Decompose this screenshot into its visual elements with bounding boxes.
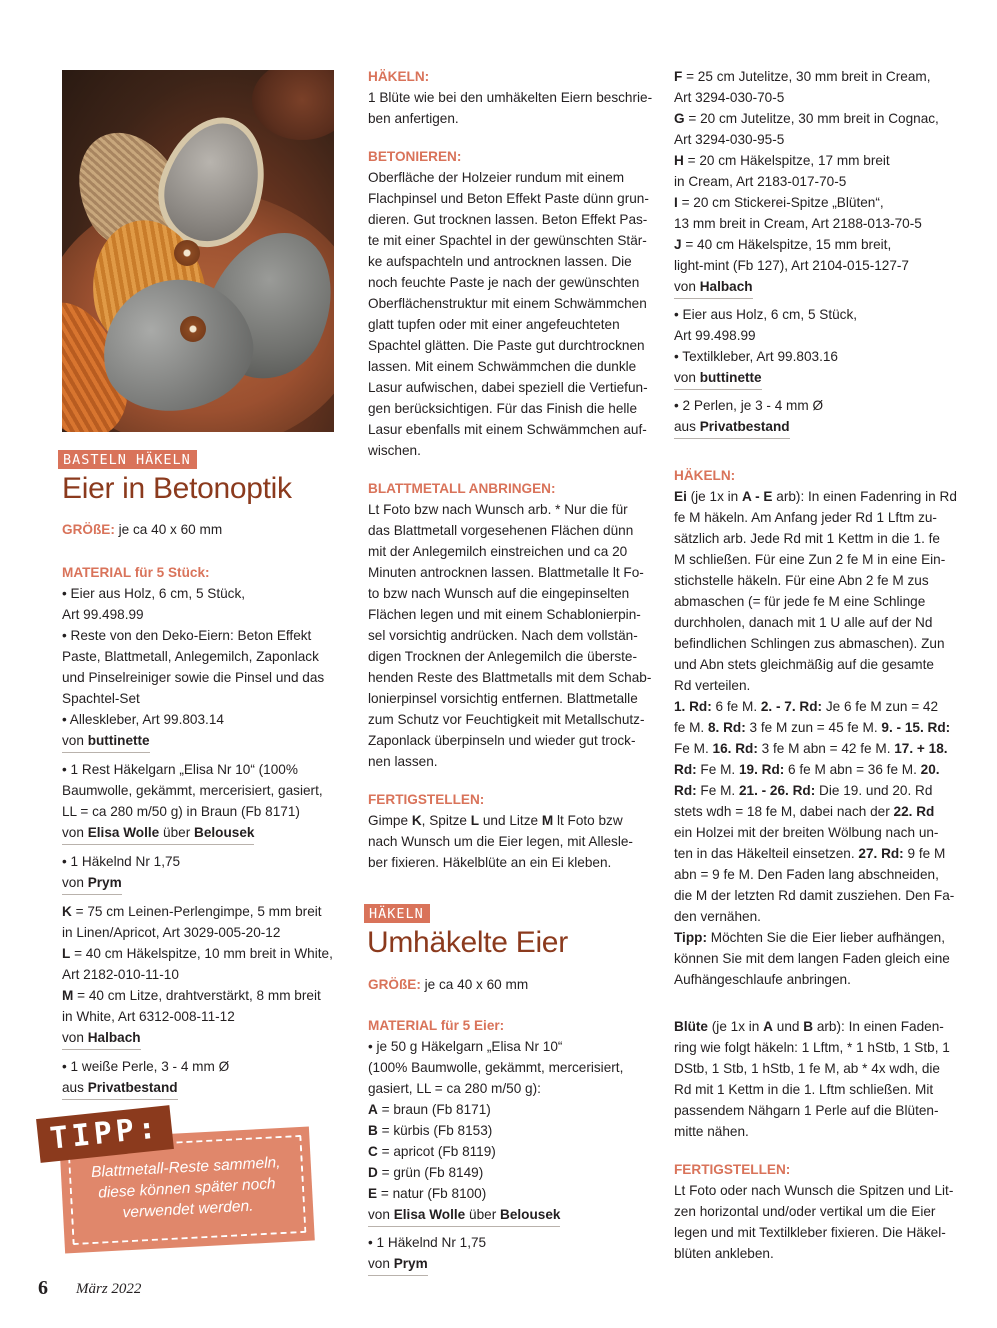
paragraph-line: Lt Foto bzw nach Wunsch arb. * Nur die für bbox=[368, 502, 628, 517]
material-line: • 1 weiße Perle, 3 - 4 mm Ø bbox=[62, 1059, 230, 1074]
color-line bbox=[368, 1120, 652, 1141]
round-line bbox=[674, 822, 958, 843]
supplier-prefix: von bbox=[674, 370, 696, 385]
tip-line: diese können später noch bbox=[97, 1175, 277, 1202]
supplier-prefix: aus bbox=[62, 1080, 84, 1095]
material-line: und Pinselreiniger sowie die Pinsel und das bbox=[62, 670, 325, 685]
section-heading: FERTIGSTELLEN: bbox=[674, 1162, 791, 1177]
page-number: 6 bbox=[38, 1277, 48, 1299]
paragraph-line: to bzw nach Wunsch auf die eingepinselten bbox=[368, 586, 630, 601]
material-line: Art 99.498.99 bbox=[62, 607, 144, 622]
text-run: Fe M. bbox=[674, 741, 713, 756]
paragraph-line: Spachtel glätten. Die Paste gut durchtrocknen bbox=[368, 338, 645, 353]
material-line bbox=[62, 901, 334, 922]
item-text: = natur (Fb 8100) bbox=[380, 1186, 487, 1201]
supplier-prefix: von bbox=[62, 1030, 84, 1045]
paragraph-line: nach Wunsch um die Eier legen, mit Allesle- bbox=[368, 834, 633, 849]
text-run: und Litze bbox=[482, 813, 539, 828]
text-run: (je 1x in bbox=[711, 1019, 760, 1034]
item-text: = kürbis (Fb 8153) bbox=[381, 1123, 493, 1138]
material-line bbox=[674, 150, 958, 171]
round-label: 27. Rd: bbox=[858, 846, 904, 861]
material-line: 13 mm breit in Cream, Art 2188-013-70-5 bbox=[674, 216, 922, 231]
paragraph-line: Lasur aufwischen, dabei speziell die Vertiefun- bbox=[368, 380, 648, 395]
supplier-prefix: von bbox=[62, 825, 84, 840]
text-run: 6 fe M abn = 36 fe M. bbox=[784, 762, 921, 777]
material-line bbox=[674, 192, 958, 213]
round-line bbox=[674, 801, 958, 822]
material-line: • 1 Rest Häkelgarn „Elisa Nr 10“ (100% bbox=[62, 762, 298, 777]
paragraph-line: mit der Anlegemilch einstreichen und ca 20 bbox=[368, 544, 628, 559]
leaf-metal-instructions bbox=[368, 499, 652, 772]
round-label: 22. Rd bbox=[893, 804, 935, 819]
paragraph-line: Lasur ebenfalls mit einem Schwämmchen auf- bbox=[368, 422, 647, 437]
supplier-line bbox=[674, 276, 958, 299]
supplier-name: Belousek bbox=[500, 1207, 561, 1222]
supplier-link[interactable] bbox=[62, 730, 150, 753]
material-line bbox=[674, 66, 958, 87]
item-letter: G bbox=[674, 111, 685, 126]
text-run: Fe M. bbox=[696, 762, 739, 777]
paragraph-line bbox=[368, 810, 652, 831]
material-line: • 1 Häkelnd Nr 1,75 bbox=[62, 854, 181, 869]
paragraph-line: befindlichen Schlingen zus abmaschen). Zun bbox=[674, 636, 945, 651]
text-run: Fe M. bbox=[696, 783, 739, 798]
supplier-line bbox=[62, 872, 334, 895]
item-text: = grün (Fb 8149) bbox=[381, 1165, 484, 1180]
article1-body bbox=[62, 519, 334, 1100]
material-line: • Eier aus Holz, 6 cm, 5 Stück, bbox=[62, 586, 246, 601]
article-title: Umhäkelte Eier bbox=[367, 926, 568, 959]
material-heading: MATERIAL für 5 Eier: bbox=[368, 1018, 505, 1033]
text-run: die M der letzten Rd damit zusziehen. Den Fa- bbox=[674, 888, 955, 903]
item-letter: M bbox=[62, 988, 74, 1003]
text-run: 3 fe M abn = 42 fe M. bbox=[757, 741, 895, 756]
supplier-link[interactable] bbox=[62, 872, 122, 895]
text-run: lt Foto bzw bbox=[556, 813, 623, 828]
material-line: light-mint (Fb 127), Art 2104-015-127-7 bbox=[674, 258, 909, 273]
article-title: Eier in Betonoptik bbox=[62, 472, 292, 505]
paragraph-line: Oberfläche der Holzeier rundum mit einem bbox=[368, 170, 625, 185]
supplier-prefix: von bbox=[62, 733, 84, 748]
material-line: Spachtel-Set bbox=[62, 691, 140, 706]
paragraph-line: mitte nähen. bbox=[674, 1124, 749, 1139]
round-line bbox=[674, 717, 958, 738]
round-label: 19. Rd: bbox=[738, 762, 785, 777]
material-list bbox=[674, 66, 958, 276]
supplier-name: Privatbestand bbox=[87, 1080, 178, 1095]
supplier-name: Belousek bbox=[194, 825, 255, 840]
supplier-line bbox=[62, 1027, 334, 1050]
round-line bbox=[674, 885, 958, 906]
supplier-link[interactable] bbox=[368, 1253, 428, 1276]
text-run: , Spitze bbox=[421, 813, 467, 828]
material-line: • je 50 g Häkelgarn „Elisa Nr 10“ bbox=[368, 1039, 563, 1054]
paragraph-line: digen Trocknen der Anlegemilch die überste- bbox=[368, 649, 638, 664]
item-letter: B bbox=[368, 1123, 378, 1138]
item-letter: M bbox=[541, 813, 554, 828]
paragraph-line: wischen. bbox=[368, 443, 421, 458]
supplier-name: Prym bbox=[87, 875, 122, 890]
supplier-link[interactable] bbox=[674, 367, 762, 390]
size-label: GRÖßE: bbox=[62, 522, 115, 537]
material-line: Art 3294-030-95-5 bbox=[674, 132, 785, 147]
round-line bbox=[674, 864, 958, 885]
section-heading: HÄKELN: bbox=[674, 468, 736, 483]
material-line bbox=[62, 943, 334, 964]
paragraph-line: gen berücksichtigen. Für das Finish die helle bbox=[368, 401, 638, 416]
part-name: Ei bbox=[674, 489, 687, 504]
supplier-prefix: von bbox=[62, 875, 84, 890]
item-text: = 20 cm Häkelspitze, 17 mm breit bbox=[687, 153, 890, 168]
round-line bbox=[674, 780, 958, 801]
paragraph-line: nen lassen. bbox=[368, 754, 438, 769]
item-text: = 40 cm Häkelspitze, 10 mm breit in White, bbox=[74, 946, 333, 961]
paragraph-line: noch feuchte Paste je nach der gewünschten bbox=[368, 275, 640, 290]
supplier-line bbox=[368, 1253, 652, 1276]
item-letter: L bbox=[62, 946, 71, 961]
item-letter: D bbox=[368, 1165, 378, 1180]
size-value: je ca 40 x 60 mm bbox=[424, 977, 529, 992]
paragraph-line: Flächen legen und mit einem Schablonierpin- bbox=[368, 607, 641, 622]
paragraph-line: DStb, 1 Stb, 1 hStb, 1 fe M, ab * 4x wdh, die bbox=[674, 1061, 940, 1076]
round-line bbox=[674, 843, 958, 864]
color-line bbox=[368, 1162, 652, 1183]
supplier-link[interactable] bbox=[62, 1027, 141, 1050]
round-label: 9. - 15. Rd: bbox=[881, 720, 951, 735]
item-text: = 25 cm Jutelitze, 30 mm breit in Cream, bbox=[686, 69, 931, 84]
supplier-prefix: aus bbox=[674, 419, 696, 434]
material-line: • Textilkleber, Art 99.803.16 bbox=[674, 349, 838, 364]
item-text: = 75 cm Leinen-Perlengimpe, 5 mm breit bbox=[75, 904, 322, 919]
paragraph-line: blüten ankleben. bbox=[674, 1246, 774, 1261]
item-letter: K bbox=[411, 813, 422, 828]
text-run: In einen Fadenring in Rd bbox=[808, 489, 957, 504]
paragraph-line: zen horizontal und/oder vertikal um die Eier bbox=[674, 1204, 936, 1219]
material-line: Art 3294-030-70-5 bbox=[674, 90, 785, 105]
round-label: 16. Rd: bbox=[712, 741, 758, 756]
text-run: Die 19. und 20. Rd bbox=[815, 783, 933, 798]
text-run: 3 fe M zun = 45 fe M. bbox=[745, 720, 882, 735]
paragraph-line: fe M häkeln. Am Anfang jeder Rd 1 Lftm zu- bbox=[674, 510, 937, 525]
material-line: • Alleskleber, Art 99.803.14 bbox=[62, 712, 224, 727]
paragraph-line: Minuten antrocknen lassen. Blattmetalle lt Fo- bbox=[368, 565, 644, 580]
text-run: In einen Faden- bbox=[848, 1019, 944, 1034]
paragraph-line: M schließen. Für eine Zun 2 fe M in eine Ein- bbox=[674, 552, 946, 567]
photo-bowl bbox=[252, 70, 334, 140]
paragraph-line: passendem Nähgarn 1 Perle auf die Blüten- bbox=[674, 1103, 939, 1118]
supplier-via: über bbox=[163, 825, 191, 840]
section-heading: HÄKELN: bbox=[368, 69, 430, 84]
paragraph-line: stichstelle häkeln. Für eine Abn 2 fe M zus bbox=[674, 573, 929, 588]
material-line: • 2 Perlen, je 3 - 4 mm Ø bbox=[674, 398, 824, 413]
paragraph-line: Lt Foto oder nach Wunsch die Spitzen und Lit- bbox=[674, 1183, 954, 1198]
paragraph-line: Rd mit 1 Kettm in die 1. Lftm schließen. Mit bbox=[674, 1082, 934, 1097]
paragraph-line: durchholen, danach mit 1 U alle auf der Nd bbox=[674, 615, 933, 630]
round-label: Rd: bbox=[674, 783, 697, 798]
photo-crochet-flower bbox=[180, 316, 206, 342]
supplier-via: über bbox=[469, 1207, 497, 1222]
material-line: in Linen/Apricot, Art 3029-005-20-12 bbox=[62, 925, 281, 940]
color-line bbox=[368, 1183, 652, 1204]
supplier-name: buttinette bbox=[699, 370, 762, 385]
issue-date: März 2022 bbox=[76, 1281, 142, 1297]
supplier-line bbox=[62, 730, 334, 753]
paragraph-line: das Blattmetall vorgesehenen Flächen dünn bbox=[368, 523, 634, 538]
supplier-name: buttinette bbox=[87, 733, 150, 748]
tip-line: Blattmetall-Reste sammeln, bbox=[90, 1154, 281, 1181]
section-heading: BLATTMETALL ANBRINGEN: bbox=[368, 481, 556, 496]
color-line bbox=[368, 1141, 652, 1162]
category-tag: HÄKELN bbox=[364, 904, 430, 923]
text-run: abn = 9 fe M. Den Faden lang abschneiden, bbox=[674, 867, 939, 882]
material-line: • Eier aus Holz, 6 cm, 5 Stück, bbox=[674, 307, 858, 322]
item-letter: A bbox=[368, 1102, 378, 1117]
material-line: Baumwolle, gekämmt, mercerisiert, gasiert, bbox=[62, 783, 323, 798]
column-2 bbox=[368, 66, 652, 873]
material-line: Paste, Blattmetall, Anlegemilch, Zaponlack bbox=[62, 649, 319, 664]
supplier-link[interactable] bbox=[368, 1204, 560, 1227]
text-run: ten in das Häkelteil einsetzen. bbox=[674, 846, 859, 861]
column-3 bbox=[674, 66, 958, 1264]
article2-body bbox=[368, 974, 652, 1276]
paragraph-line: ben anfertigen. bbox=[368, 111, 459, 126]
paragraph-line: ring wie folgt häkeln: 1 Lftm, * 1 hStb, 1 Stb, 1 bbox=[674, 1040, 950, 1055]
paragraph-line: ke aufspachteln und antrocknen lassen. Die bbox=[368, 254, 632, 269]
round-label: 17. + 18. bbox=[894, 741, 948, 756]
item-letter: L bbox=[470, 813, 480, 828]
material-line bbox=[62, 985, 334, 1006]
section-heading: FERTIGSTELLEN: bbox=[368, 792, 485, 807]
item-letter: C bbox=[368, 1144, 378, 1159]
item-text: = 40 cm Häkelspitze, 15 mm breit, bbox=[685, 237, 892, 252]
paragraph-line: zum Schutz vor Feuchtigkeit mit Metallschutz- bbox=[368, 712, 645, 727]
size-line bbox=[368, 974, 652, 995]
tip-head: Tipp: bbox=[674, 930, 707, 945]
text-run: den vernähen. bbox=[674, 909, 761, 924]
material-line: LL = ca 280 m/50 g) in Braun (Fb 8171) bbox=[62, 804, 300, 819]
paragraph-line: sätzlich arb. Jede Rd mit 1 Kettm in die 1. fe bbox=[674, 531, 940, 546]
supplier-prefix: von bbox=[674, 279, 696, 294]
paragraph-line: ber fixieren. Häkelblüte an ein Ei kleben. bbox=[368, 855, 612, 870]
supplier-link[interactable] bbox=[674, 416, 790, 439]
text-run: ein Holzei mit der breiten Wölbung nach un- bbox=[674, 825, 939, 840]
color-range: A - E bbox=[742, 489, 773, 504]
text-run: 6 fe M. bbox=[711, 699, 761, 714]
text-run: und bbox=[776, 1019, 800, 1034]
round-label: 8. Rd: bbox=[708, 720, 746, 735]
paragraph-line: Zaponlack überpinseln und wieder gut trock- bbox=[368, 733, 636, 748]
paragraph-line: lassen. Mit einem Schwämmchen die dunkle bbox=[368, 359, 637, 374]
supplier-line bbox=[674, 367, 958, 390]
paragraph-line: Aufhängeschlaufe anbringen. bbox=[674, 972, 851, 987]
eggs-photo bbox=[62, 70, 334, 432]
round-label: 2. - 7. Rd: bbox=[760, 699, 823, 714]
text-run: Je 6 fe M zun = 42 bbox=[822, 699, 939, 714]
item-letter: E bbox=[368, 1186, 378, 1201]
item-letter: A bbox=[763, 1019, 773, 1034]
item-text: = 20 cm Jutelitze, 30 mm breit in Cognac, bbox=[688, 111, 939, 126]
tip-text bbox=[70, 1151, 303, 1226]
paragraph-line: te mit einer Spachtel in der gewünschten Stär- bbox=[368, 233, 647, 248]
supplier-line bbox=[674, 416, 958, 439]
paragraph-line: glatt tupfen oder mit einer angefeuchteten bbox=[368, 317, 620, 332]
supplier-name: Halbach bbox=[699, 279, 753, 294]
size-value: je ca 40 x 60 mm bbox=[118, 522, 223, 537]
category-tag: BASTELN HÄKELN bbox=[58, 450, 197, 469]
paragraph-line: Rd verteilen. bbox=[674, 678, 751, 693]
item-text: = braun (Fb 8171) bbox=[381, 1102, 491, 1117]
paragraph-line: lonierpinsel vorsichtig entfernen. Blattmetalle bbox=[368, 691, 638, 706]
paragraph-line bbox=[674, 927, 958, 948]
supplier-link[interactable] bbox=[674, 276, 753, 299]
round-line bbox=[674, 906, 958, 927]
egg-instructions bbox=[674, 507, 958, 696]
supplier-line bbox=[62, 1077, 334, 1100]
item-text: = 20 cm Stickerei-Spitze „Blüten“, bbox=[681, 195, 884, 210]
section-heading: BETONIEREN: bbox=[368, 149, 462, 164]
supplier-name: Prym bbox=[393, 1256, 428, 1271]
paragraph-line bbox=[674, 1016, 958, 1037]
item-letter: F bbox=[674, 69, 683, 84]
text-run: Möchten Sie die Eier lieber aufhängen, bbox=[710, 930, 946, 945]
paragraph-line: Oberflächenstruktur mit einem Schwämmchen bbox=[368, 296, 647, 311]
material-line bbox=[674, 108, 958, 129]
paragraph-line: henden Reste des Blattmetalls mit dem Schab- bbox=[368, 670, 652, 685]
paragraph-line: können Sie mit dem langen Faden gleich eine bbox=[674, 951, 950, 966]
paragraph-line: Flachpinsel und Beton Effekt Paste dünn grun- bbox=[368, 191, 649, 206]
text-run: 9 fe M bbox=[903, 846, 946, 861]
material-line: Art 99.498.99 bbox=[674, 328, 756, 343]
supplier-name: Halbach bbox=[87, 1030, 141, 1045]
supplier-link[interactable] bbox=[62, 1077, 178, 1100]
text-run: arb): bbox=[816, 1019, 845, 1034]
paragraph-line bbox=[674, 486, 958, 507]
text-run: arb): bbox=[776, 489, 805, 504]
round-label: Rd: bbox=[674, 762, 697, 777]
text-run: stets wdh = 18 fe M, dabei nach der bbox=[674, 804, 894, 819]
round-label: 1. Rd: bbox=[674, 699, 712, 714]
supplier-prefix: von bbox=[368, 1256, 390, 1271]
concrete-instructions bbox=[368, 167, 652, 461]
photo-crochet-flower bbox=[174, 240, 200, 266]
size-line bbox=[62, 519, 334, 540]
item-letter: B bbox=[803, 1019, 814, 1034]
material-line: (100% Baumwolle, gekämmt, mercerisiert, bbox=[368, 1060, 624, 1075]
item-letter: K bbox=[62, 904, 72, 919]
material-line: • Reste von den Deko-Eiern: Beton Effekt bbox=[62, 628, 312, 643]
item-letter: J bbox=[674, 237, 682, 252]
text-run: (je 1x in bbox=[690, 489, 739, 504]
round-line bbox=[674, 759, 958, 780]
text-run: Gimpe bbox=[368, 813, 409, 828]
supplier-prefix: von bbox=[368, 1207, 390, 1222]
size-label: GRÖßE: bbox=[368, 977, 421, 992]
supplier-line bbox=[62, 822, 334, 845]
paragraph-line: abmaschen (= für jede fe M eine Schlinge bbox=[674, 594, 926, 609]
tip-label: TIPP: bbox=[36, 1105, 174, 1163]
supplier-name: Elisa Wolle bbox=[87, 825, 160, 840]
material-heading: MATERIAL für 5 Stück: bbox=[62, 565, 210, 580]
item-text: = apricot (Fb 8119) bbox=[381, 1144, 496, 1159]
text-run: fe M. bbox=[674, 720, 708, 735]
paragraph-line: und Abn stets gleichmäßig auf die gesamte bbox=[674, 657, 934, 672]
material-line: • 1 Häkelnd Nr 1,75 bbox=[368, 1235, 487, 1250]
round-line bbox=[674, 738, 958, 759]
material-line bbox=[674, 234, 958, 255]
round-line bbox=[674, 696, 958, 717]
paragraph-line: 1 Blüte wie bei den umhäkelten Eiern beschrie- bbox=[368, 90, 653, 105]
paragraph-line: legen und mit Textilkleber fixieren. Die Häkel- bbox=[674, 1225, 946, 1240]
paragraph-line: sel vorsichtig andrücken. Nach dem vollstän- bbox=[368, 628, 638, 643]
round-label: 20. bbox=[920, 762, 940, 777]
material-line: Art 2182-010-11-10 bbox=[62, 967, 179, 982]
color-line bbox=[368, 1099, 652, 1120]
material-line: in White, Art 6312-008-11-12 bbox=[62, 1009, 235, 1024]
part-name: Blüte bbox=[674, 1019, 708, 1034]
paragraph-line: dieren. Gut trocknen lassen. Beton Effekt Pas- bbox=[368, 212, 648, 227]
item-letter: H bbox=[674, 153, 684, 168]
round-label: 21. - 26. Rd: bbox=[738, 783, 816, 798]
supplier-name: Elisa Wolle bbox=[393, 1207, 466, 1222]
item-letter: I bbox=[674, 195, 678, 210]
supplier-link[interactable] bbox=[62, 822, 254, 845]
supplier-name: Privatbestand bbox=[699, 419, 790, 434]
supplier-line bbox=[368, 1204, 652, 1227]
material-line: gasiert, LL = ca 280 m/50 g): bbox=[368, 1081, 541, 1096]
tip-line: verwendet werden. bbox=[122, 1197, 254, 1222]
material-line: in Cream, Art 2183-017-70-5 bbox=[674, 174, 847, 189]
item-text: = 40 cm Litze, drahtverstärkt, 8 mm breit bbox=[77, 988, 321, 1003]
round-instructions bbox=[674, 696, 958, 927]
